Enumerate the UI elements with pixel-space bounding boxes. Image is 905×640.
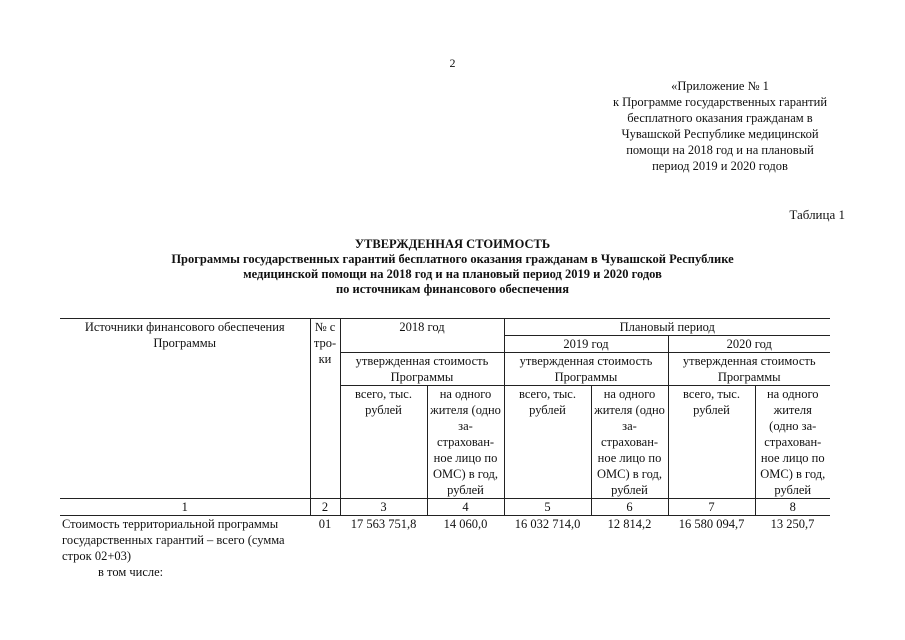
title-line-1: УТВЕРЖДЕННАЯ СТОИМОСТЬ [354,237,551,251]
cell-2020-per-capita: 13 250,7 [770,517,815,531]
cell-2020-total: 16 580 094,7 [678,517,745,531]
annex-line: Чувашской Республике медицинской [621,127,819,141]
column-number: 1 [60,499,310,516]
column-number: 3 [340,499,427,516]
annex-line: «Приложение № 1 [671,79,769,93]
cell-2019-total: 16 032 714,0 [514,517,581,531]
table-row [60,516,830,565]
column-number: 4 [427,499,504,516]
column-number: 8 [755,499,830,516]
title-line-3: медицинской помощи на 2018 год и на плановый период 2019 и 2020 годов [243,267,662,281]
column-number: 6 [591,499,668,516]
header-planned-period: Плановый период [504,319,830,336]
header-per-capita-2018: на одного жителя (одно за- страхован- ное лицо по ОМС) в год, рублей [427,386,504,499]
header-year-2018: 2018 год [340,319,504,353]
annex-line: помощи на 2018 год и на плановый [626,143,814,157]
including-label: в том числе: [98,565,164,579]
header-total-2019: всего, тыс. рублей [504,386,591,499]
cell-2019-per-capita: 12 814,2 [607,517,652,531]
annex-header [568,78,872,174]
annex-line: период 2019 и 2020 годов [652,159,788,173]
cell-2018-total: 17 563 751,8 [350,517,417,531]
header-approved-cost-2019: утвержденная стоимость Программы [504,353,668,386]
header-total-2020: всего, тыс. рублей [668,386,755,499]
header-source: Источники финансового обеспечения Программы [60,319,310,499]
column-number: 2 [310,499,340,516]
header-per-capita-2019: на одного жителя (одно за- страхован- ное лицо по ОМС) в год, рублей [591,386,668,499]
page-number: 2 [449,56,456,70]
header-per-capita-2020: на одного жителя (одно за- страхован- ное лицо по ОМС) в год, рублей [760,387,826,497]
header-approved-cost-2018: утвержденная стоимость Программы [340,353,504,386]
column-number: 7 [668,499,755,516]
header-total-2018: всего, тыс. рублей [340,386,427,499]
header-approved-cost-2020: утвержденная стоимость Программы [668,353,830,386]
row-number: 01 [318,517,332,531]
header-year-2020: 2020 год [668,336,830,353]
cell-2018-per-capita: 14 060,0 [443,517,488,531]
header-row-number: № стро- ки [310,319,340,499]
table-number: Таблица 1 [789,207,845,222]
cost-table [60,318,830,580]
row-label: Стоимость территориальной программы государственных гарантий – всего (сумма строк 02+03) [62,517,285,563]
document-title [0,237,905,297]
column-number: 5 [504,499,591,516]
title-line-4: по источникам финансового обеспечения [335,282,570,296]
title-line-2: Программы государственных гарантий бесплатного оказания гражданам в Чувашской Республике [171,252,734,266]
header-year-2019: 2019 год [504,336,668,353]
annex-line: бесплатного оказания гражданам в [627,111,813,125]
annex-line: к Программе государственных гарантий [612,95,828,109]
